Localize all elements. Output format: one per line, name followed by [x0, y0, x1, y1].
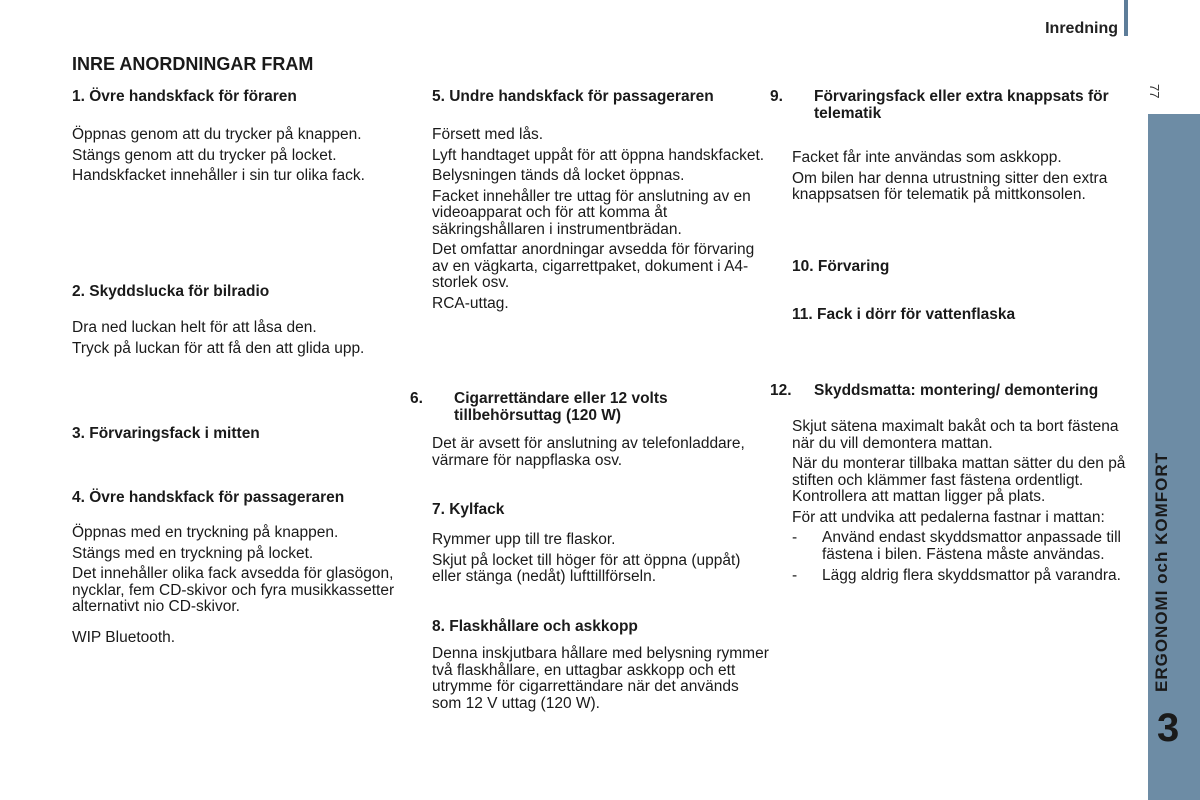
section-1-heading: 1. Övre handskfack för föraren — [72, 88, 297, 105]
list-item: - Använd endast skyddsmattor anpassade till fästena i bilen. Fästena måste användas. — [792, 530, 1137, 563]
section-1 — [72, 88, 402, 105]
section-6 — [410, 390, 772, 424]
bullet-list — [792, 530, 1137, 585]
paragraph: Handskfacket innehåller i sin tur olika fack. — [72, 167, 365, 184]
section-7-body — [432, 532, 772, 590]
page-number: 77 — [1147, 84, 1162, 99]
paragraph: Skjut på locket till höger för att öppna (uppåt) eller stänga (nedåt) lufttillförseln. — [432, 551, 741, 585]
section-2 — [72, 283, 402, 300]
section-12 — [770, 382, 1137, 399]
paragraph: Tryck på luckan för att få den att glida upp. — [72, 339, 365, 357]
paragraph: Lyft handtaget uppåt för att öppna handskfacket. — [432, 146, 765, 164]
section-7-heading: 7. Kylfack — [432, 501, 505, 518]
section-12-heading — [770, 382, 1137, 399]
section-2-heading: 2. Skyddslucka för bilradio — [72, 283, 270, 300]
section-9-heading — [770, 88, 1137, 122]
section-8-body — [432, 646, 772, 716]
section-10-heading: 10. Förvaring — [792, 258, 890, 275]
paragraph: Dra ned luckan helt för att låsa den. — [72, 319, 317, 336]
section-11-heading: 11. Fack i dörr för vattenflaska — [792, 306, 1016, 323]
paragraph: Försett med lås. — [432, 126, 544, 143]
paragraph: För att undvika att pedalerna fastnar i mattan: — [792, 508, 1105, 526]
paragraph: Det innehåller olika fack avsedda för glasögon, nycklar, fem CD-skivor och fyra musikkassetter alternativt nio CD-skivor. — [72, 565, 395, 615]
paragraph: Skjut sätena maximalt bakåt och ta bort fästena när du vill demontera mattan. — [792, 418, 1119, 452]
paragraph: Det omfattar anordningar avsedda för förvaring av en vägkarta, cigarrettpaket, dokument i A4-storlek osv. — [432, 241, 755, 291]
section-1-body — [72, 127, 402, 189]
section-5-heading: 5. Undre handskfack för passageraren — [432, 88, 714, 105]
paragraph: Om bilen har denna utrustning sitter den extra knappsatsen för telematik på mittkonsolen. — [792, 169, 1108, 203]
paragraph: Facket innehåller tre uttag för anslutning av en videoapparat och för att komma åt säkringshållaren i instrumentbrädan. — [432, 187, 751, 238]
paragraph: Det är avsett för anslutning av telefonladdare, värmare för nappflaska osv. — [432, 435, 745, 469]
header-rule — [1124, 0, 1128, 36]
section-number: 9. — [770, 88, 783, 105]
paragraph: Öppnas med en tryckning på knappen. — [72, 524, 339, 541]
section-9-body — [792, 150, 1137, 208]
chapter-title: ERGONOMI och KOMFORT — [1152, 451, 1171, 692]
section-9-heading-text: Förvaringsfack eller extra knappsats för telematik — [814, 88, 1109, 122]
paragraph: RCA-uttag. — [432, 294, 509, 312]
list-item: - Lägg aldrig flera skyddsmattor på varandra. — [792, 568, 1137, 585]
paragraph: Denna inskjutbara hållare med belysning rymmer två flaskhållare, en uttagbar askkopp och ett utrymme för cigarrettändare när det används som 12 V uttag (120 W). — [432, 645, 769, 712]
paragraph: WIP Bluetooth. — [72, 628, 176, 646]
paragraph: Stängs genom att du trycker på locket. — [72, 146, 337, 164]
chapter-number: 3 — [1157, 706, 1180, 750]
section-6-body — [432, 436, 772, 473]
header-label: Inredning — [1045, 20, 1118, 37]
section-4 — [72, 489, 402, 506]
section-12-body — [792, 419, 1137, 590]
paragraph: Facket får inte användas som askkopp. — [792, 149, 1062, 166]
section-8-heading: 8. Flaskhållare och askkopp — [432, 618, 638, 635]
section-title: INRE ANORDNINGAR FRAM — [72, 54, 314, 74]
section-6-heading — [410, 390, 772, 424]
section-4-heading: 4. Övre handskfack för passageraren — [72, 489, 345, 506]
section-3 — [72, 425, 402, 442]
section-3-heading: 3. Förvaringsfack i mitten — [72, 425, 260, 442]
paragraph: Stängs med en tryckning på locket. — [72, 544, 314, 562]
section-number: 12. — [770, 382, 792, 399]
section-7 — [432, 501, 772, 518]
section-12-heading-text: Skyddsmatta: montering/ demontering — [814, 382, 1099, 399]
section-8 — [432, 618, 772, 635]
section-11 — [792, 306, 1137, 323]
paragraph: Rymmer upp till tre flaskor. — [432, 531, 616, 548]
paragraph: Belysningen tänds då locket öppnas. — [432, 167, 685, 184]
section-6-heading-text: Cigarrettändare eller 12 volts tillbehörsuttag (120 W) — [454, 390, 668, 424]
section-5 — [432, 88, 772, 105]
paragraph: När du monterar tillbaka mattan sätter du den på stiften och klämmer fast fästena ordentligt. Kontrollera att mattan ligger på plats. — [792, 455, 1126, 505]
section-10 — [792, 258, 1137, 275]
paragraph: Öppnas genom att du trycker på knappen. — [72, 126, 362, 143]
section-4-body — [72, 525, 402, 650]
section-number: 6. — [410, 390, 423, 407]
section-9 — [770, 88, 1137, 122]
section-2-body — [72, 320, 402, 361]
section-5-body — [432, 127, 772, 316]
